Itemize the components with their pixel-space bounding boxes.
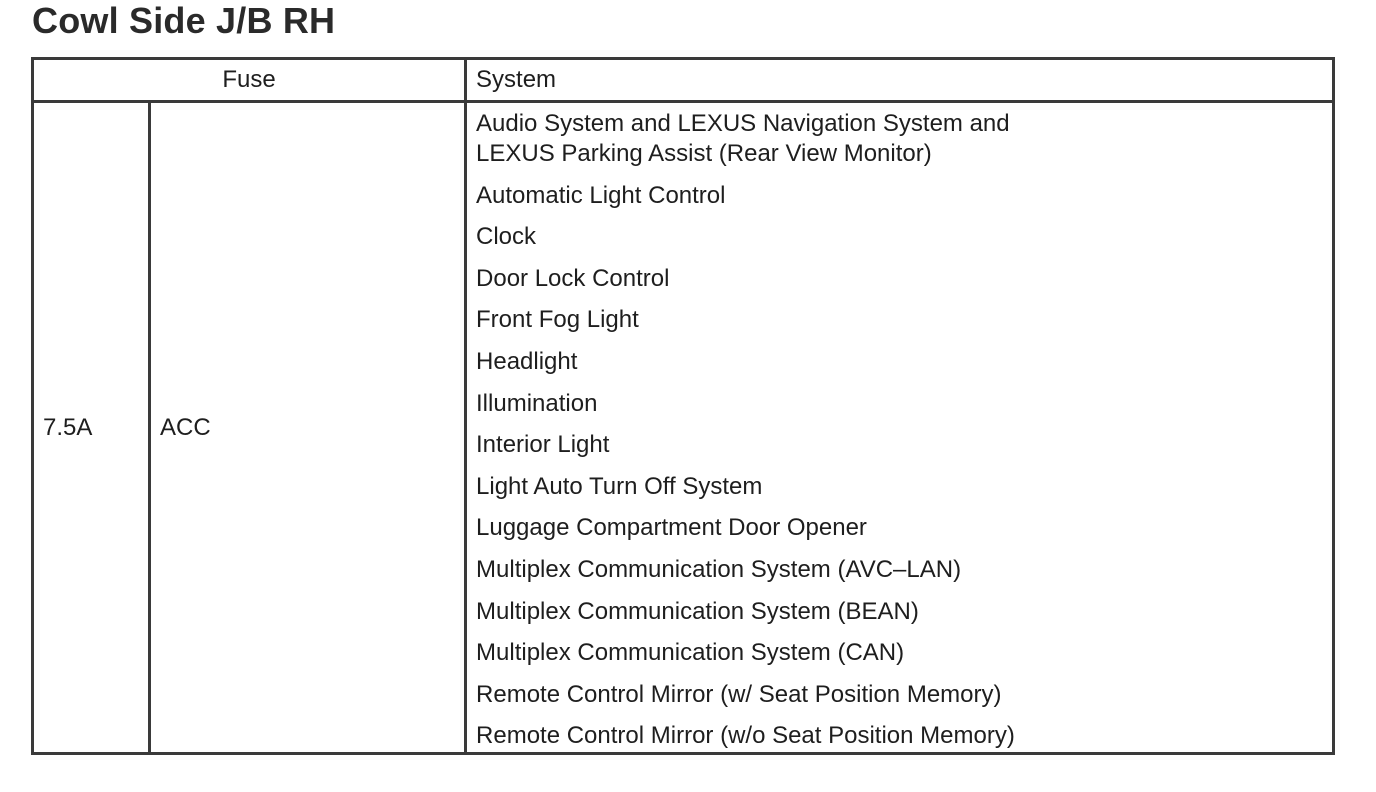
- table-row: [33, 102, 1334, 754]
- system-item: Remote Control Mirror (w/o Seat Position Memory): [476, 722, 1015, 750]
- system-item: Illumination: [476, 389, 598, 417]
- system-item: Headlight: [476, 347, 578, 375]
- system-column-header: System: [466, 59, 1334, 102]
- system-item: Remote Control Mirror (w/ Seat Position Memory): [476, 680, 1002, 708]
- system-item: Automatic Light Control: [476, 181, 726, 209]
- system-item: Interior Light: [476, 431, 610, 459]
- table-header-row: [33, 59, 1334, 102]
- system-item: Door Lock Control: [476, 264, 670, 292]
- page-title: Cowl Side J/B RH: [32, 0, 336, 41]
- system-item: Multiplex Communication System (BEAN): [476, 597, 919, 625]
- system-item: Front Fog Light: [476, 306, 639, 334]
- system-item: Multiplex Communication System (AVC–LAN): [476, 555, 962, 583]
- fuse-column-header: Fuse: [33, 59, 466, 102]
- system-item: Multiplex Communication System (CAN): [476, 639, 905, 667]
- system-item: Luggage Compartment Door Opener: [476, 514, 867, 542]
- system-list: [476, 109, 1324, 751]
- system-item: Light Auto Turn Off System: [476, 472, 763, 500]
- fuse-name-cell: ACC: [150, 102, 466, 754]
- fuse-table: [31, 57, 1335, 755]
- system-cell: [466, 102, 1334, 754]
- system-item: Audio System and LEXUS Navigation System and LEXUS Parking Assist (Rear View Monitor): [476, 110, 1010, 167]
- fuse-amperage-cell: 7.5A: [33, 102, 150, 754]
- system-item: Clock: [476, 223, 537, 251]
